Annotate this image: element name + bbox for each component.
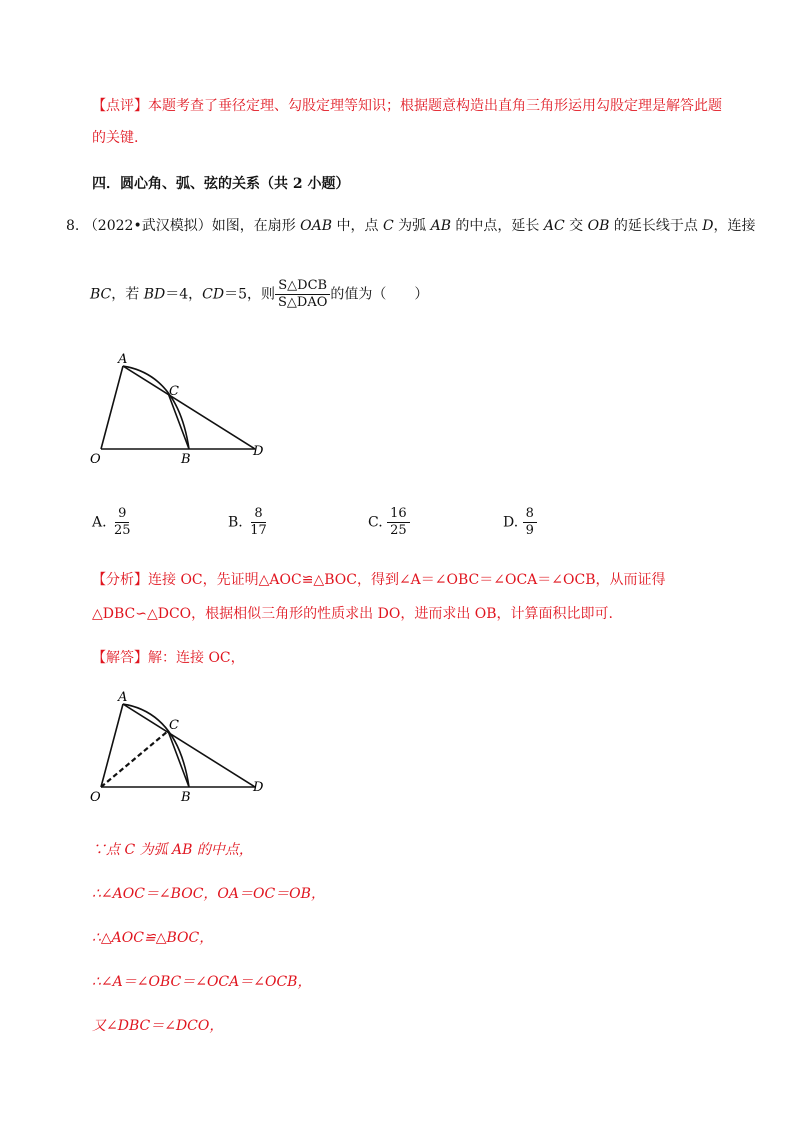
label-c-2: C xyxy=(169,718,179,733)
section-title: 四．圆心角、弧、弦的关系（共 2 小题） xyxy=(92,176,350,192)
label-b: B xyxy=(181,452,191,467)
solution-step-5: 又∠DBC＝∠DCO， xyxy=(92,1018,224,1034)
area-ratio-fraction: $\frac{\text{S△DCB}}{\text{S△DAO}}$ xyxy=(275,278,330,311)
question-line-1: 8. （2022•武汉模拟）如图，在扇形 OAB 中，点 C 为弧 AB 的中点，延长 AC 交 OB 的延长线于点 D，连接 xyxy=(66,218,756,234)
label-a: A xyxy=(118,352,128,367)
option-c[interactable]: C. $\frac{16}{25}$ xyxy=(368,506,410,539)
option-d[interactable]: D. $\frac{8}{9}$ xyxy=(503,506,537,539)
label-d: D xyxy=(253,444,264,459)
label-o-2: O xyxy=(90,790,101,805)
label-o: O xyxy=(90,452,101,467)
label-a-2: A xyxy=(118,690,128,705)
solution-head: 【解答】解：连接 OC， xyxy=(92,650,245,666)
question-line-2: BC，若 BD＝4，CD＝5，则 $\frac{\text{S△DCB}}{\text{S△DAO}}$ 的值为（ ） xyxy=(90,278,429,310)
solution-step-2: ∴∠AOC＝∠BOC，OA＝OC＝OB， xyxy=(92,886,325,902)
label-d-2: D xyxy=(253,780,264,795)
solution-figure xyxy=(80,683,280,808)
label-b-2: B xyxy=(181,790,191,805)
label-c: C xyxy=(169,384,179,399)
comment-line-2: 的关键. xyxy=(92,130,139,146)
question-figure xyxy=(80,345,280,470)
question-number: 8. xyxy=(66,218,80,234)
analysis-line-2: △DBC∽△DCO，根据相似三角形的性质求出 DO，进而求出 OB，计算面积比即可. xyxy=(92,606,613,622)
solution-step-4: ∴∠A＝∠OBC＝∠OCA＝∠OCB， xyxy=(92,974,312,990)
option-b[interactable]: B. $\frac{8}{17}$ xyxy=(228,506,267,538)
option-a[interactable]: A. $\frac{9}{25}$ xyxy=(92,506,131,538)
comment-line-1: 【点评】本题考查了垂径定理、勾股定理等知识；根据题意构造出直角三角形运用勾股定理是解答此题 xyxy=(92,98,722,114)
solution-step-1: ∵点 C 为弧 AB 的中点， xyxy=(92,842,253,858)
analysis-line-1: 【分析】连接 OC，先证明△AOC≌△BOC，得到∠A＝∠OBC＝∠OCA＝∠OCB，从而证得 xyxy=(92,572,666,588)
solution-step-3: ∴△AOC≌△BOC， xyxy=(92,930,214,946)
